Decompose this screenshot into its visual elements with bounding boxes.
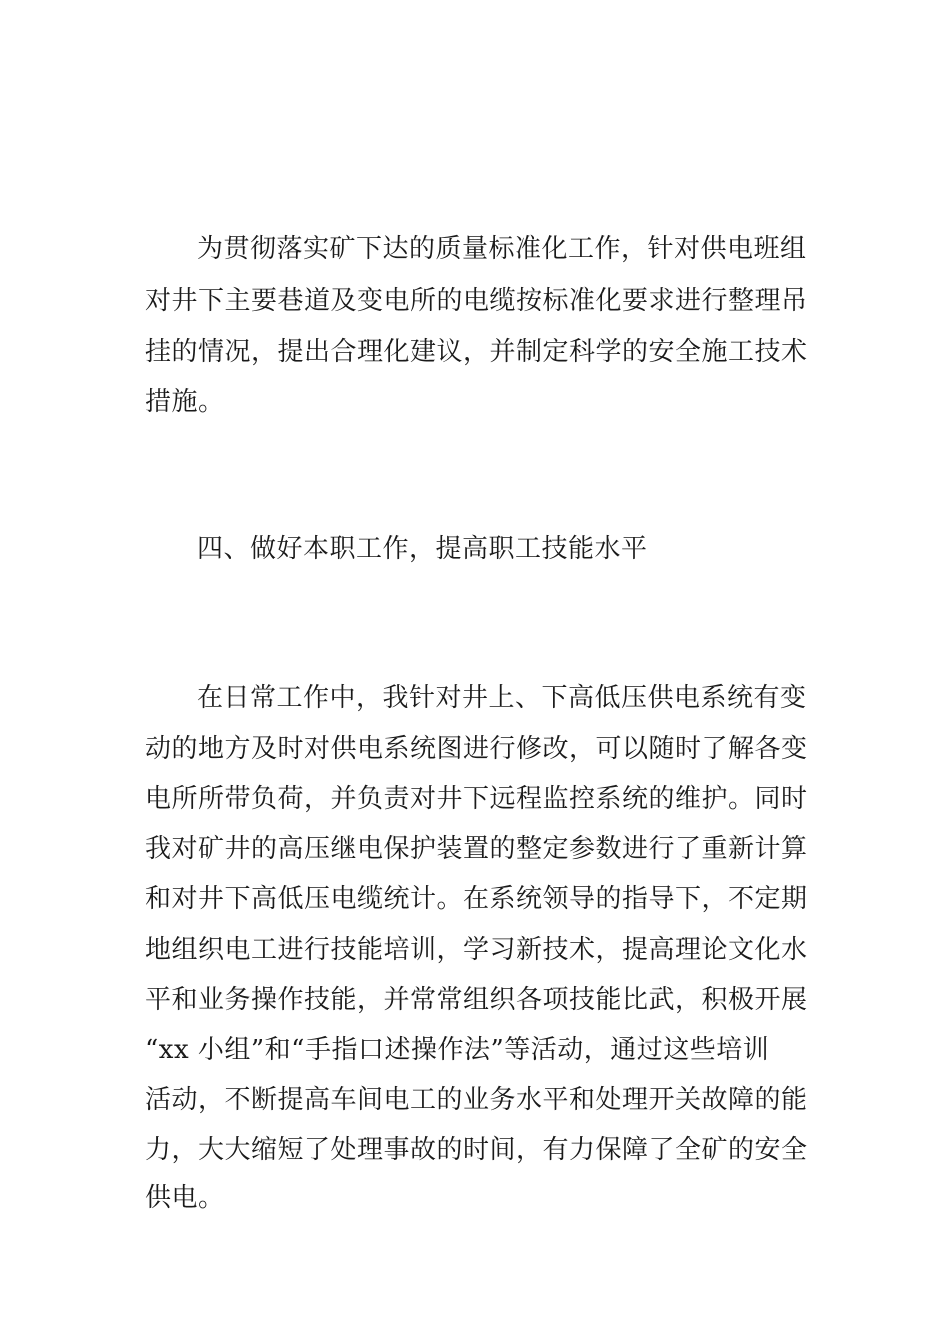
paragraph-1-line-4: 措施。 [145, 387, 225, 417]
paragraph-2-line-1: 在日常工作中，我针对井上、下高低压供电系统有变 [197, 683, 807, 713]
paragraph-1-line-2: 对井下主要巷道及变电所的电缆按标准化要求进行整理吊 [145, 286, 808, 316]
paragraph-2-line-4: 我对矿井的高压继电保护装置的整定参数进行了重新计算 [145, 834, 808, 864]
paragraph-2-line-6: 地组织电工进行技能培训，学习新技术，提高理论文化水 [145, 935, 808, 965]
paragraph-2-line-2: 动的地方及时对供电系统图进行修改，可以随时了解各变 [145, 734, 808, 764]
paragraph-1-line-1: 为贯彻落实矿下达的质量标准化工作，针对供电班组 [197, 234, 807, 264]
paragraph-2-line-11: 供电。 [145, 1183, 225, 1213]
paragraph-2-line-5: 和对井下高低压电缆统计。在系统领导的指导下，不定期 [145, 884, 808, 914]
paragraph-2-line-7: 平和业务操作技能，并常常组织各项技能比武，积极开展 [145, 985, 808, 1015]
paragraph-1-line-3: 挂的情况，提出合理化建议，并制定科学的安全施工技术 [145, 337, 808, 367]
paragraph-2-line-3: 电所所带负荷，并负责对井下远程监控系统的维护。同时 [145, 784, 808, 814]
paragraph-2-line-10: 力，大大缩短了处理事故的时间，有力保障了全矿的安全 [145, 1135, 808, 1165]
section-heading: 四、做好本职工作，提高职工技能水平 [197, 534, 648, 564]
paragraph-2-line-8: “xx 小组”和“手指口述操作法”等活动，通过这些培训 [145, 1035, 770, 1065]
paragraph-2-line-9: 活动，不断提高车间电工的业务水平和处理开关故障的能 [145, 1085, 808, 1115]
